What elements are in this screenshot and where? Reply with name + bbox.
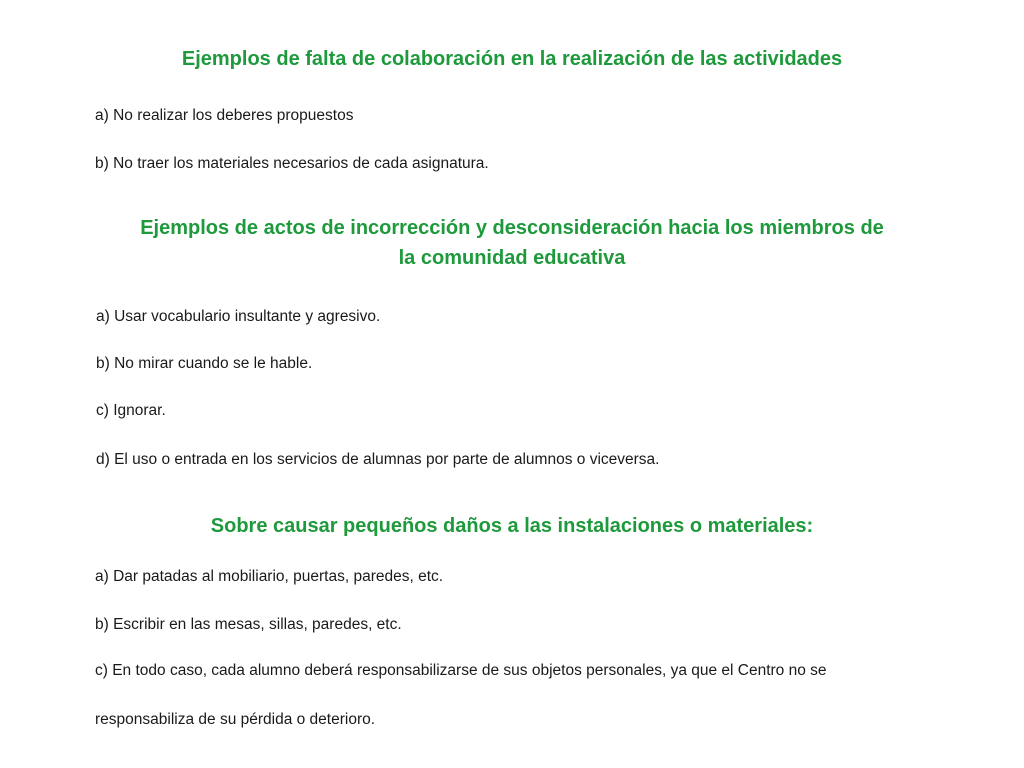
section2-item-b: b) No mirar cuando se le hable. — [96, 355, 313, 372]
section3-item-c: c) En todo caso, cada alumno deberá responsabilizarse de sus objetos personales, ya que el Centro no se — [95, 662, 827, 679]
section1-heading: Ejemplos de falta de colaboración en la realización de las actividades — [181, 48, 843, 70]
section2-item-a: a) Usar vocabulario insultante y agresivo. — [96, 308, 381, 325]
section1-item-a: a) No realizar los deberes propuestos — [95, 107, 354, 124]
section2-item-d: d) El uso o entrada en los servicios de alumnas por parte de alumnos o viceversa. — [96, 451, 660, 468]
section3-item-a: a) Dar patadas al mobiliario, puertas, paredes, etc. — [95, 568, 444, 585]
section2-item-c: c) Ignorar. — [96, 402, 166, 419]
section2-heading-line1: Ejemplos de actos de incorrección y desconsideración hacia los miembros de — [140, 217, 884, 239]
section1-item-b: b) No traer los materiales necesarios de cada asignatura. — [95, 155, 489, 172]
section2-heading-line2: la comunidad educativa — [398, 247, 626, 269]
section3-item-b: b) Escribir en las mesas, sillas, paredes, etc. — [95, 616, 402, 633]
section3-heading: Sobre causar pequeños daños a las instalaciones o materiales: — [210, 515, 814, 537]
section3-item-c-continued: responsabiliza de su pérdida o deterioro. — [95, 711, 376, 728]
